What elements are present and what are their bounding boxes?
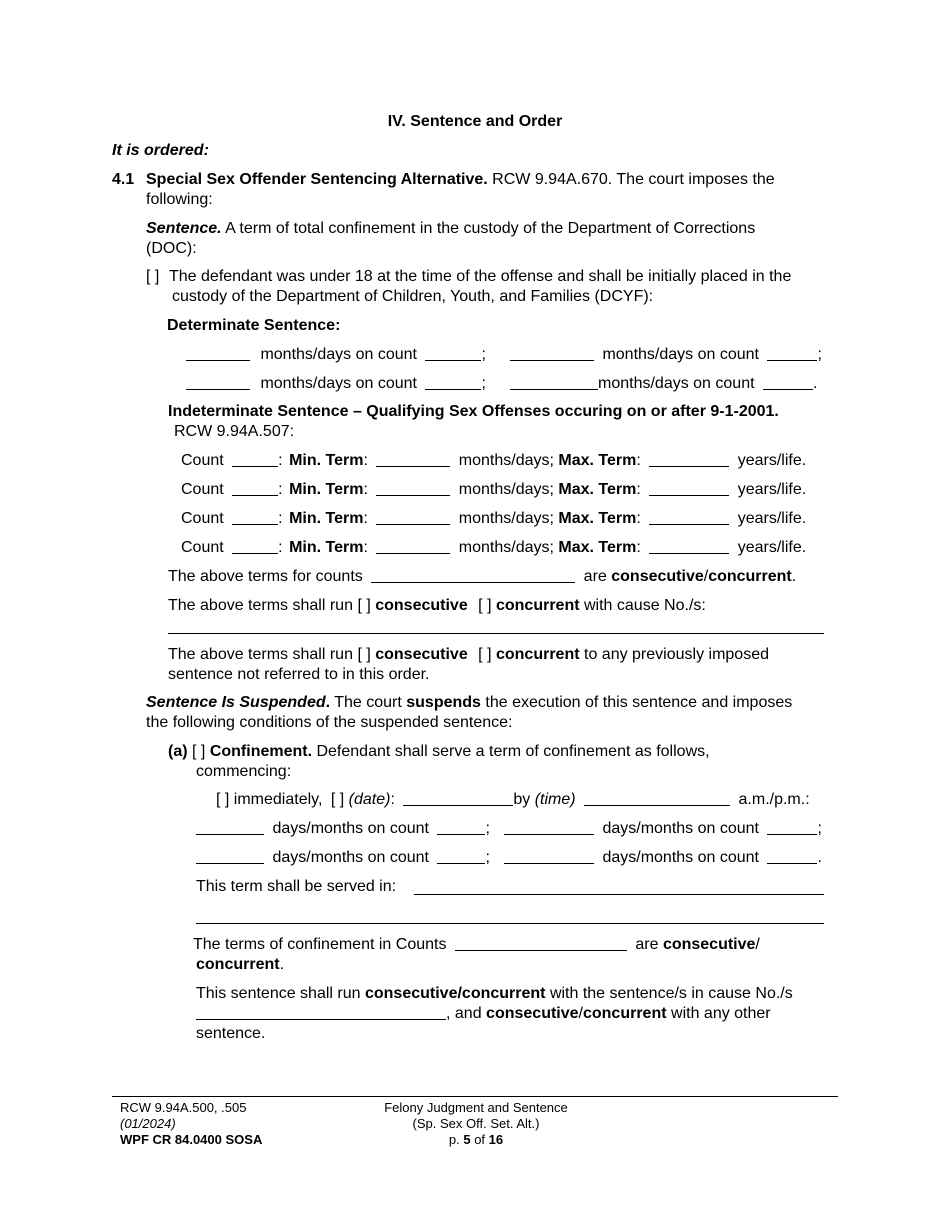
date-checkbox[interactable]: [ ] [330,791,345,808]
section-4-1-line2: following: [146,191,213,208]
blank-field[interactable] [186,346,250,361]
served-in-line-2[interactable] [196,923,824,924]
confinement-checkbox[interactable]: [ ] [192,743,206,760]
confinement-count-row: days/months on count ; [196,848,490,867]
count-field[interactable] [232,481,278,496]
blank-field[interactable] [186,375,250,390]
sentence-line1: Sentence. A term of total confinement in the custody of the Department of Corrections [146,220,756,237]
indeterminate-row: Count : Min. Term: months/days; Max. Term: years/life. [181,539,807,556]
max-term-field[interactable] [649,481,729,496]
indeterminate-title: Indeterminate Sentence – Qualifying Sex Offenses occuring on or after 9-1-2001. [168,403,779,420]
confinement-line2: commencing: [196,763,292,780]
section-4-1-line1: Special Sex Offender Sentencing Alternative. RCW 9.94A.670. The court imposes the [146,171,775,188]
section-number: 4.1 [112,171,135,188]
count-field[interactable] [767,849,817,864]
under18-checkbox[interactable]: [ ] [146,268,160,285]
count-field[interactable] [437,820,485,835]
concurrent-checkbox[interactable]: [ ] [478,597,492,614]
min-term-field[interactable] [376,452,450,467]
section-heading: IV. Sentence and Order [387,113,563,130]
determinate-row: months/days on count ; [186,345,486,364]
sentence-run-line2: , and consecutive/concurrent with any other [196,1004,771,1023]
determinate-row: months/days on count ; [186,374,486,393]
count-field[interactable] [763,375,813,390]
blank-field[interactable] [196,820,264,835]
count-field[interactable] [437,849,485,864]
suspended-line1: Sentence Is Suspended. The court suspends the execution of this sentence and imposes [146,694,793,711]
determinate-title: Determinate Sentence: [167,317,341,334]
commencing-row: [ ] immediately, [ ] (date): by (time) a.m./p.m.: [216,791,810,808]
footer-title: Felony Judgment and Sentence [384,1100,568,1115]
suspended-line2: the following conditions of the suspended sentence: [146,714,513,731]
above-terms-cause: The above terms shall run [ ] consecutive [ ] concurrent with cause No./s: [168,597,706,614]
blank-field[interactable] [504,820,594,835]
max-term-field[interactable] [649,539,729,554]
time-field[interactable] [584,791,730,806]
footer-form-number: WPF CR 84.0400 SOSA [120,1132,263,1147]
under18-line1: The defendant was under 18 at the time of the offense and shall be initially placed in the [169,268,792,285]
date-field[interactable] [403,791,513,806]
footer-divider [112,1096,838,1097]
footer-subtitle: (Sp. Sex Off. Set. Alt.) [412,1116,540,1131]
above-terms-counts: The above terms for counts are consecutive/concurrent. [168,568,797,585]
consecutive-checkbox[interactable]: [ ] [357,646,371,663]
blank-field[interactable] [510,346,594,361]
under18-line2: custody of the Department of Children, Youth, and Families (DCYF): [172,288,654,305]
determinate-row: months/days on count ; [510,345,822,364]
sentence-run-line1: This sentence shall run consecutive/concurrent with the sentence/s in cause No./s [196,985,793,1002]
served-in-label: This term shall be served in: [196,878,397,895]
concurrent-checkbox[interactable]: [ ] [478,646,492,663]
immediately-checkbox[interactable]: [ ] immediately, [216,791,323,808]
min-term-field[interactable] [376,539,450,554]
confinement-count-row: days/months on count . [504,848,822,867]
indeterminate-row: Count : Min. Term: months/days; Max. Term: years/life. [181,510,807,527]
count-field[interactable] [425,346,481,361]
confinement-count-row: days/months on count ; [196,819,490,838]
count-field[interactable] [425,375,481,390]
max-term-field[interactable] [649,452,729,467]
indeterminate-rcw: RCW 9.94A.507: [174,423,295,440]
sentence-run-line3: sentence. [196,1025,266,1042]
counts-field[interactable] [371,568,575,583]
sentence-line2: (DOC): [146,240,197,257]
determinate-row: months/days on count . [510,374,817,393]
it-is-ordered: It is ordered: [112,142,209,159]
count-field[interactable] [767,346,817,361]
footer-page-number: p. 5 of 16 [448,1132,504,1147]
blank-field[interactable] [504,849,594,864]
above-terms-previous: The above terms shall run [ ] consecutive [ ] concurrent to any previously imposed [168,646,769,663]
confinement-count-row: days/months on count ; [504,819,822,838]
blank-field[interactable] [196,849,264,864]
footer-rcw: RCW 9.94A.500, .505 [120,1100,247,1115]
count-field[interactable] [767,820,817,835]
indeterminate-row: Count : Min. Term: months/days; Max. Term: years/life. [181,481,807,498]
count-field[interactable] [232,452,278,467]
footer-date: (01/2024) [120,1116,176,1131]
min-term-field[interactable] [376,510,450,525]
min-term-field[interactable] [376,481,450,496]
terms-confinement-line1: The terms of confinement in Counts are consecutive/ [193,936,760,953]
counts-field[interactable] [455,936,627,951]
consecutive-checkbox[interactable]: [ ] [357,597,371,614]
max-term-field[interactable] [649,510,729,525]
count-field[interactable] [232,539,278,554]
terms-confinement-line2: concurrent. [196,956,285,973]
blank-field[interactable] [510,375,598,390]
cause-number-line[interactable] [168,633,824,634]
indeterminate-row: Count : Min. Term: months/days; Max. Term: years/life. [181,452,807,469]
cause-number-field[interactable] [196,1005,446,1020]
above-terms-previous-line2: sentence not referred to in this order. [168,666,430,683]
confinement-line1: (a) [ ] Confinement. Defendant shall serve a term of confinement as follows, [168,743,710,760]
served-in-line[interactable] [414,894,824,895]
count-field[interactable] [232,510,278,525]
